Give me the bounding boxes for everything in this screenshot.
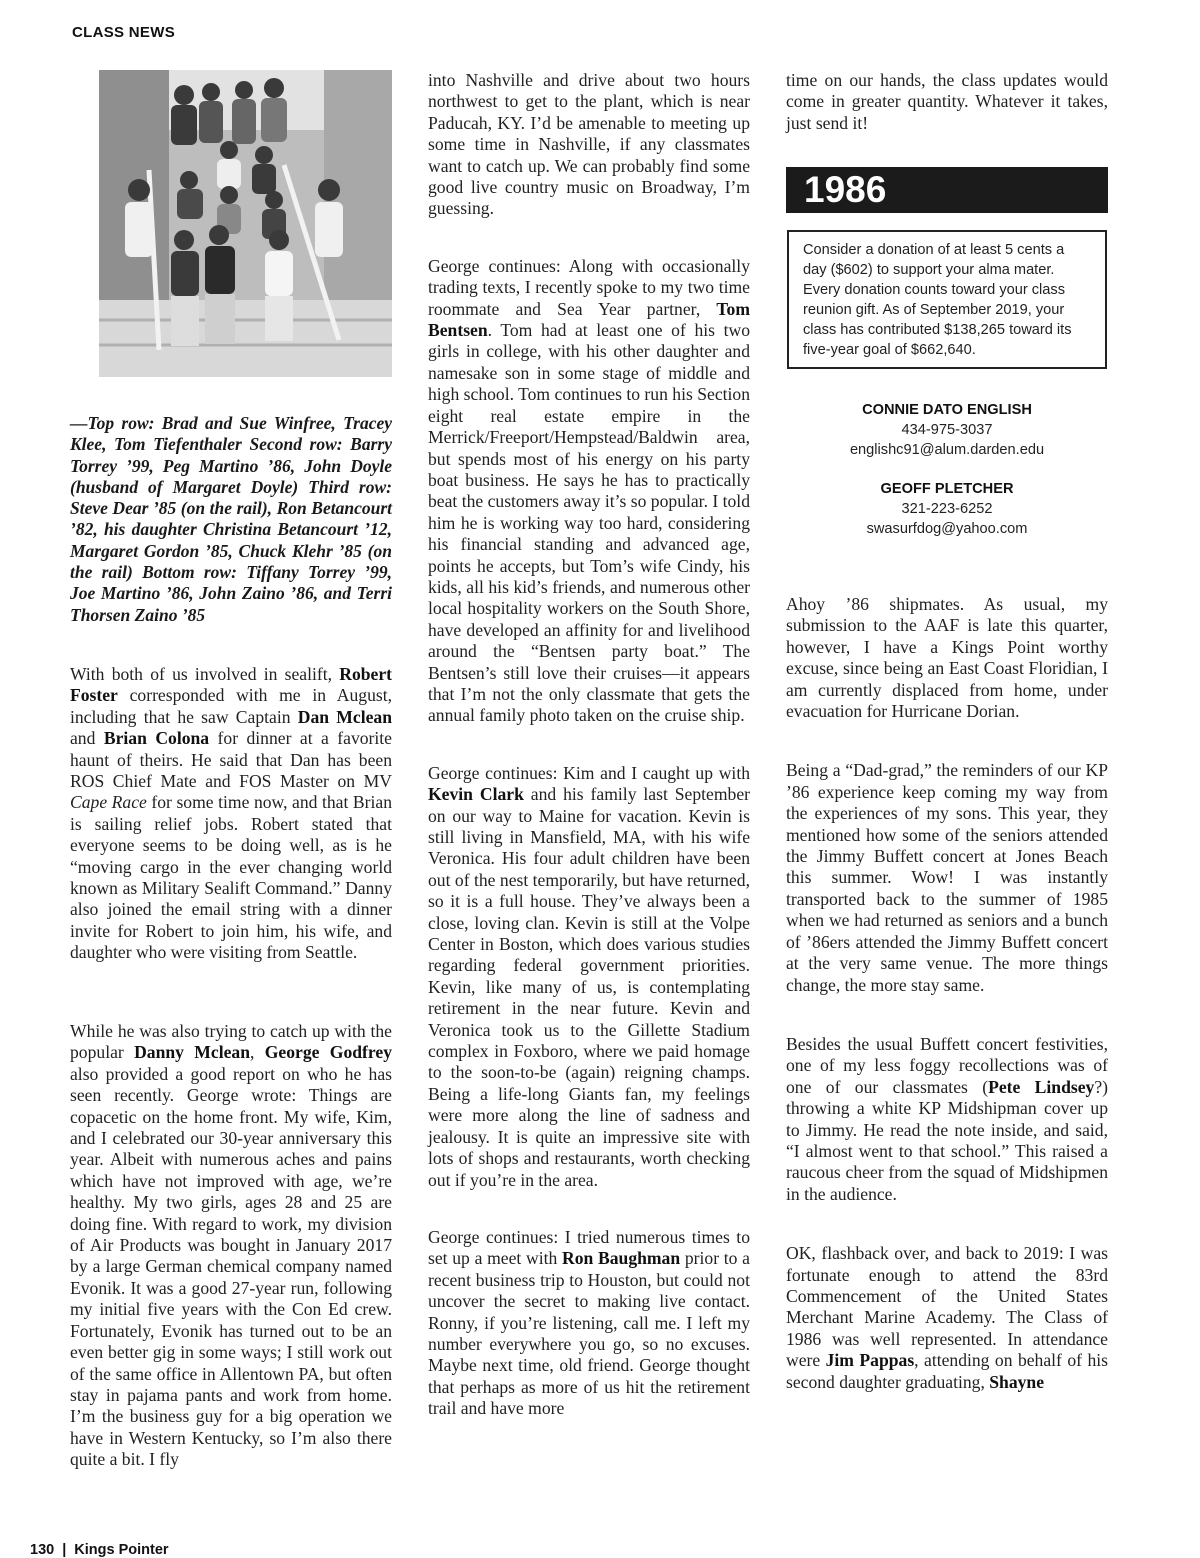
text-run: Besides the usual Buffett concert festivities, one of my less foggy recollections was of one of our classmates (	[786, 1033, 1108, 1097]
text-run: corresponded with me in August, including that he saw Captain	[70, 685, 392, 727]
classmate-name: Jim Pappas	[825, 1350, 915, 1371]
classmate-name: Shayne	[989, 1371, 1045, 1392]
text-run: OK, flashback over, and back to 2019: I was fortunate enough to attend the 83rd Commencement of the United States Merchant Marine Academy. The Class of 1986 was well represented. In attendance were	[786, 1243, 1108, 1371]
column-2	[428, 70, 750, 1420]
text-run: prior to a recent business trip to Houston, but could not uncover the secret to making live contact. Ronny, if you’re listening, call me. I left my number everywhere you go, so no excuses. Maybe next time, old friend. George thought that perhaps as more of us hit the retirement trail and have more	[428, 1248, 750, 1419]
classmate-name: Kevin Clark	[428, 784, 524, 805]
photo-caption: —Top row: Brad and Sue Winfree, Tracey Klee, Tom Tiefenthaler Second row: Barry Torrey ’99, Peg Martino ’86, John Doyle (husband of Margaret Doyle) Third row: Steve Dear ’85 (on the rail), Ron Betancourt ’82, his daughter Christina Betancourt ’12, Margaret Gordon ’85, Chuck Klehr ’85 (on the rail) Bottom row: Tiffany Torrey ’99, Joe Martino ’86, John Zaino ’86, and Terri Thorsen Zaino ’85	[70, 413, 392, 625]
text-run: . Tom had at least one of his two girls in college, with his other daughter and namesake son in some stage of middle and high school. Tom continues to run his Section eight real estate empire in the Merrick/Freeport/Hempstead/Baldwin area, but spends most of his energy on his party boat business. He says he has to practically beat the customers away it’s so popular. I told him he is working way too hard, considering his financial standing and advanced age, points he accepts, but Tom’s wife Cindy, his kids, all his kid’s friends, and numerous other local hospitality workers on the South Shore, have developed an affinity for and livelihood around the “Bentsen party boat.” The Bentsen’s still love their cruises—it appears that I’m not the only classmate that gets the annual family photo taken on the cruise ship.	[428, 320, 750, 726]
paragraph	[786, 594, 1108, 722]
footer-separator: |	[62, 1542, 67, 1558]
class-reunion-photo	[99, 70, 392, 377]
text-run: and his family last September on our way to Maine for vacation. Kevin is still living in Mansfield, MA, with his wife Veronica. His four adult children have been out of the nest temporarily, but have returned, so it is a full house. They’ve always been a close, loving clan. Kevin is still at the Volpe Center in Boston, which does various studies regarding federal government priorities. Kevin, like many of us, is contemplating retirement in the near future. Kevin and Veronica took us to the Gillette Stadium complex in Foxboro, where we paid homage to the soon-to-be (again) reigning champs. Being a life-long Giants fan, my feelings were more along the line of sadness and jealousy. It is quite an impressive site with lots of shops and restaurants, worth checking out if you’re in the area.	[428, 784, 750, 1190]
classmate-name: Ron Baughman	[562, 1248, 681, 1269]
column-1-paragraph-2	[70, 1021, 392, 1471]
page-footer	[30, 1542, 169, 1558]
classmate-name: George Godfrey	[264, 1042, 392, 1063]
paragraph	[786, 1243, 1108, 1393]
contact-name: GEOFF PLETCHER	[880, 481, 1014, 497]
text-run: Being a “Dad-grad,” the reminders of our KP ’86 experience keep coming my way from the experiences of my sons. This year, they mentioned how some of the seniors attended the Jimmy Buffett concert at Jones Beach this summer. Wow! I was instantly transported back to the summer of 1985 when we had returned as seniors and a bunch of ’86ers attended the Jimmy Buffett concert at the very same venue. The more things change, the more stay same.	[786, 760, 1108, 995]
classmate-name: Dan Mclean	[297, 706, 392, 727]
paragraph	[428, 256, 750, 727]
text-run: time on our hands, the class updates would come in greater quantity. Whatever it takes, just send it!	[786, 70, 1108, 133]
text-run: George continues: Kim and I caught up with	[428, 762, 750, 783]
classmate-name: Danny Mclean	[134, 1042, 250, 1063]
paragraph	[428, 70, 750, 220]
paragraph	[786, 70, 1108, 134]
paragraph	[428, 763, 750, 1191]
vessel-name: Cape Race	[70, 792, 147, 813]
classmate-name: Brian Colona	[103, 728, 210, 749]
text-run: George continues: Along with occasionally trading texts, I recently spoke to my two time roommate and Sea Year partner,	[428, 255, 750, 319]
text-run: With both of us involved in sealift,	[70, 664, 340, 684]
column-3-intro	[786, 70, 1108, 134]
classmate-name: Robert Foster	[70, 664, 392, 706]
class-year-heading: 1986	[786, 167, 1108, 213]
paragraph	[70, 664, 392, 964]
paragraph	[428, 1227, 750, 1420]
text-run: George continues: I tried numerous times to set up a meet with	[428, 1226, 750, 1269]
publication-name: Kings Pointer	[74, 1542, 169, 1558]
text-run: and	[70, 728, 104, 749]
text-run: into Nashville and drive about two hours northwest to get to the plant, which is near Paducah, KY. I’d be amenable to meeting up some time in Nashville, if any classmates want to catch up. We can probably find some good live country music on Broadway, I’m guessing.	[428, 70, 750, 219]
class-secretary-contact	[786, 479, 1108, 539]
text-run: also provided a good report on who he has seen recently. George wrote: Things are copacetic on the home front. My wife, Kim, and I celebrated our 30-year anniversary this year. Albeit with numerous aches and pains which have not improved with age, we’re healthy. My two girls, ages 28 and 25 are doing fine. With regard to work, my division of Air Products was bought in January 2017 by a large German chemical company named Evonik. It was a good 27-year run, following my initial five years with the Con Ed crew. Fortunately, Evonik has turned out to be an even better gig in some ways; I still work out of the same office in Allentown PA, but often stay in pajama pants and work from home. I’m the business guy for a big operation we have in Western Kentucky, so I’m also there quite a bit. I fly	[70, 1063, 392, 1470]
text-run: for some time now, and that Brian is sailing relief jobs. Robert stated that everyone seems to be doing well, as is he “moving cargo in the ever changing world known as Military Sealift Command.” Danny also joined the email string with a dinner invite for Robert to join him, his wife, and daughter who were visiting from Seattle.	[70, 792, 392, 963]
text-run: ,	[250, 1042, 265, 1063]
classmate-name: Tom Bentsen	[428, 298, 750, 341]
text-run: , attending on behalf of his second daughter graduating,	[786, 1350, 1108, 1392]
text-run: for dinner at a favorite haunt of theirs. He said that Dan has been ROS Chief Mate and FOS Master on MV	[70, 728, 392, 792]
column-1-paragraph-1	[70, 664, 392, 964]
paragraph	[786, 1034, 1108, 1205]
paragraph	[786, 760, 1108, 995]
text-run: Ahoy ’86 shipmates. As usual, my submission to the AAF is late this quarter, however, I have a Kings Point worthy excuse, since being an East Coast Floridian, I am currently displaced from home, under evacuation for Hurricane Dorian.	[786, 594, 1108, 722]
paragraph	[70, 1021, 392, 1471]
donation-notice: Consider a donation of at least 5 cents a day ($602) to support your alma mater. Every donation counts toward your class reunion gift. As of September 2019, your class has contributed $138,265 toward its five-year goal of $662,640.	[787, 230, 1107, 369]
page-number: 130	[30, 1542, 55, 1558]
contact-email[interactable]: swasurfdog@yahoo.com	[866, 521, 1028, 537]
contact-phone: 321-223-6252	[901, 501, 993, 517]
contact-phone: 434-975-3037	[901, 422, 993, 438]
contact-email[interactable]: englishc91@alum.darden.edu	[849, 442, 1045, 458]
section-label: CLASS NEWS	[72, 24, 176, 41]
classmate-name: Pete Lindsey	[988, 1076, 1095, 1097]
text-run: ?) throwing a white KP Midshipman cover up to Jimmy. He read the note inside, and said, “I almost went to that school.” This raised a raucous cheer from the squad of Midshipmen in the audience.	[786, 1076, 1108, 1204]
contact-name: CONNIE DATO ENGLISH	[862, 402, 1032, 418]
text-run: While he was also trying to catch up with the popular	[70, 1021, 392, 1063]
column-3-body	[786, 594, 1108, 1393]
class-secretary-contact	[786, 400, 1108, 460]
